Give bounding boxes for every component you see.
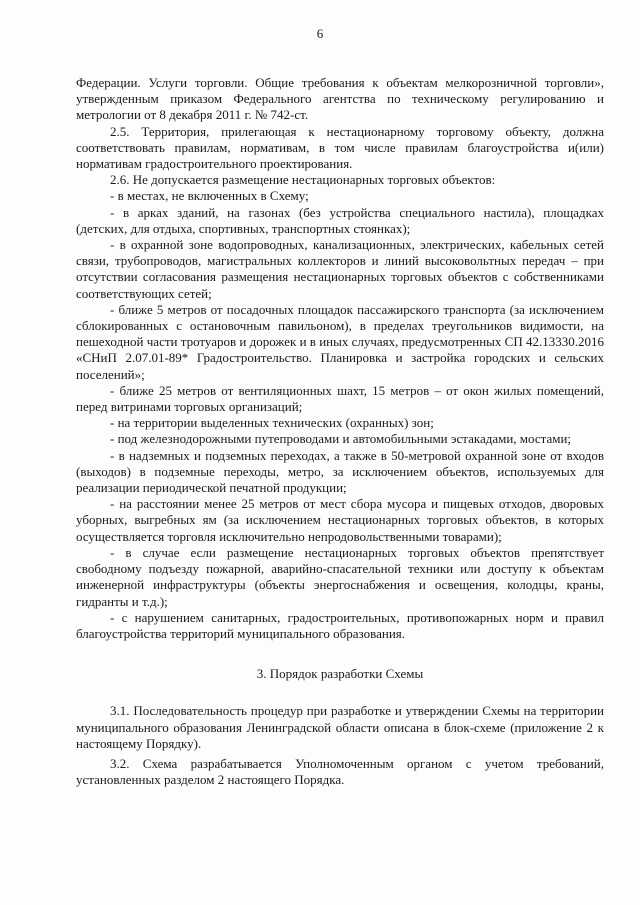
page-number: 6	[316, 26, 324, 41]
list-item: - с нарушением санитарных, градостроительных, противопожарных норм и правил благоустройства территорий муниципального образования.	[76, 609, 604, 641]
list-item: - ближе 25 метров от вентиляционных шахт, 15 метров – от окон жилых помещений, перед витринами торговых организаций;	[76, 382, 604, 415]
list-item: - на расстоянии менее 25 метров от мест сбора мусора и пищевых отходов, дворовых уборных, выгребных ям (за исключением нестационарных торговых объектов, в которых осуществляется торговля исключительно непродовольственными товарами);	[76, 496, 604, 544]
list-item: - на территории выделенных технических (охранных) зон;	[110, 415, 434, 431]
list-item: - в надземных и подземных переходах, а также в 50-метровой охранной зоне от входов (выходов) в подземные переходы, метро, за исключением объектов, используемых для реализации периодической печатной продукции;	[76, 447, 604, 496]
intro-paragraph: Федерации. Услуги торговли. Общие требования к объектам мелкорозничной торговли», утвержденным приказом Федерального агентства по техническому регулированию и метрологии от 8 декабря 2011 г. № 742-ст.	[76, 75, 604, 123]
list-item: - в арках зданий, на газонах (без устройства специального настила), площадках (детских, для отдыха, спортивных, транспортных стоянках);	[76, 204, 604, 236]
list-item: - под железнодорожными путепроводами и автомобильными эстакадами, мостами;	[110, 431, 572, 447]
paragraph-2-5: 2.5. Территория, прилегающая к нестационарному торговому объекту, должна соответствовать правилам, нормативам, в том числе правилам благоустройства и(или) нормативам градостроительного проектирования.	[76, 123, 604, 172]
list-item: - в случае если размещение нестационарных торговых объектов препятствует свободному подъезду пожарной, аварийно-спасательной техники или доступу к объектам инженерной инфраструктуры (объекты энергоснабжения и освещения, колодцы, краны, гидранты и т.д.);	[76, 544, 604, 609]
document-body	[76, 75, 604, 788]
section-3-heading: 3. Порядок разработки Схемы	[256, 666, 424, 682]
paragraph-3-1: 3.1. Последовательность процедур при разработке и утверждении Схемы на территории муниципального образования Ленинградской области описана в блок-схеме (приложение 2 к настоящему Порядку).	[76, 703, 604, 751]
paragraph-3-2: 3.2. Схема разрабатывается Уполномоченным органом с учетом требований, установленных разделом 2 настоящего Порядка.	[76, 755, 604, 788]
list-item: - в охранной зоне водопроводных, канализационных, электрических, кабельных сетей связи, трубопроводов, магистральных коллекторов и линий высоковольтных передач – при отсутствии согласования размещения нестационарных торговых объектов с собственниками соответствующих сетей;	[76, 237, 604, 301]
list-item: - в местах, не включенных в Схему;	[110, 188, 309, 204]
paragraph-2-6: 2.6. Не допускается размещение нестационарных торговых объектов:	[110, 172, 496, 188]
list-item: - ближе 5 метров от посадочных площадок пассажирского транспорта (за исключением сблокированных с остановочным павильоном), в пределах треугольников видимости, на пешеходной части тротуаров и дорожек и в иных случаях, предусмотренных СП 42.13330.2016 «СНиП 2.07.01-89* Градостроительство. Планировка и застройка городских и сельских поселений»;	[76, 301, 604, 382]
